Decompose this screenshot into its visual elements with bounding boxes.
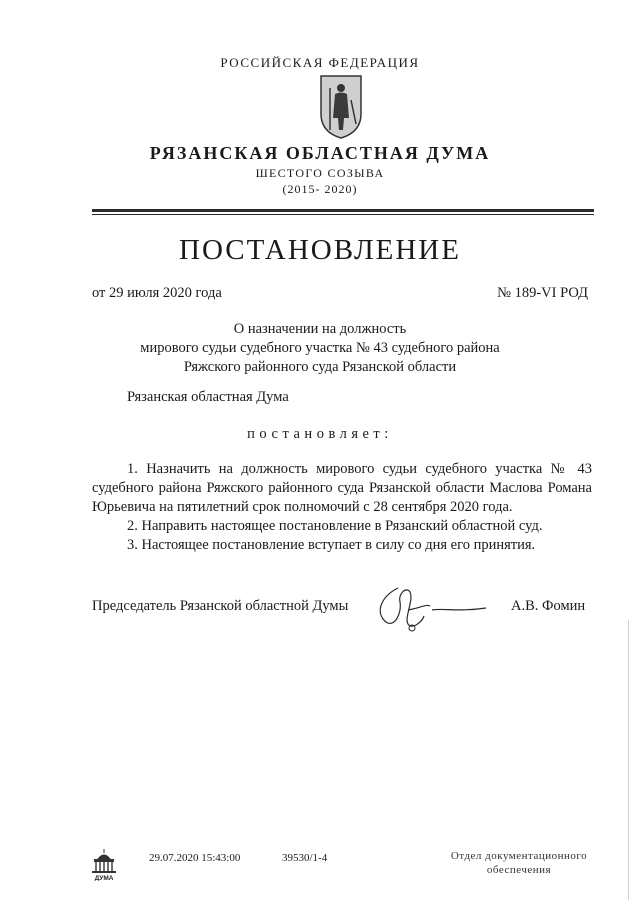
subject-line: Ряжского районного суда Рязанской области — [183, 359, 457, 375]
handwritten-signature — [368, 578, 488, 638]
registration-number: 39530/1-4 — [282, 852, 328, 864]
stamp-line: обеспечения — [486, 864, 552, 876]
document-subject — [0, 320, 640, 377]
document-type: ПОСТАНОВЛЕНИЕ — [179, 234, 461, 266]
subject-line: О назначении на должность — [233, 321, 407, 337]
convocation-years: (2015- 2020) — [282, 182, 358, 196]
subject-line: мирового судьи судебного участка № 43 судебного района — [140, 340, 500, 356]
intro-text: Рязанская областная Дума — [127, 389, 289, 405]
svg-text:ДУМА: ДУМА — [94, 875, 114, 881]
stamp-line: Отдел документационного — [450, 850, 588, 862]
signatory-title: Председатель Рязанской областной Думы — [92, 598, 349, 614]
convocation: ШЕСТОГО СОЗЫВА — [255, 166, 385, 180]
duma-building-logo — [89, 847, 119, 881]
coat-of-arms-emblem — [318, 74, 364, 140]
document-number: № 189-VI РОД — [497, 285, 588, 301]
resolution-items — [92, 460, 592, 555]
decree-word: постановляет: — [247, 426, 393, 442]
header-divider — [92, 209, 594, 212]
country-name: РОССИЙСКАЯ ФЕДЕРАЦИЯ — [220, 55, 420, 70]
scan-edge-line — [628, 620, 629, 900]
issuing-body-name: РЯЗАНСКАЯ ОБЛАСТНАЯ ДУМА — [149, 143, 491, 163]
department-stamp — [444, 849, 594, 877]
registration-timestamp: 29.07.2020 15:43:00 — [149, 852, 241, 864]
document-date: от 29 июля 2020 года — [92, 285, 222, 301]
resolution-item: 1. Назначить на должность мирового судьи судебного участка № 43 судебного района Ряжского районного суда Рязанской области Маслова Романа Юрьевича на пятилетний срок полномочий с 28 сентября 2020 года. — [92, 461, 592, 515]
signatory-name: А.В. Фомин — [511, 598, 586, 614]
resolution-item: 3. Настоящее постановление вступает в силу со дня его принятия. — [127, 537, 536, 553]
header-divider-thin — [92, 214, 594, 215]
resolution-item: 2. Направить настоящее постановление в Рязанский областной суд. — [127, 518, 543, 534]
